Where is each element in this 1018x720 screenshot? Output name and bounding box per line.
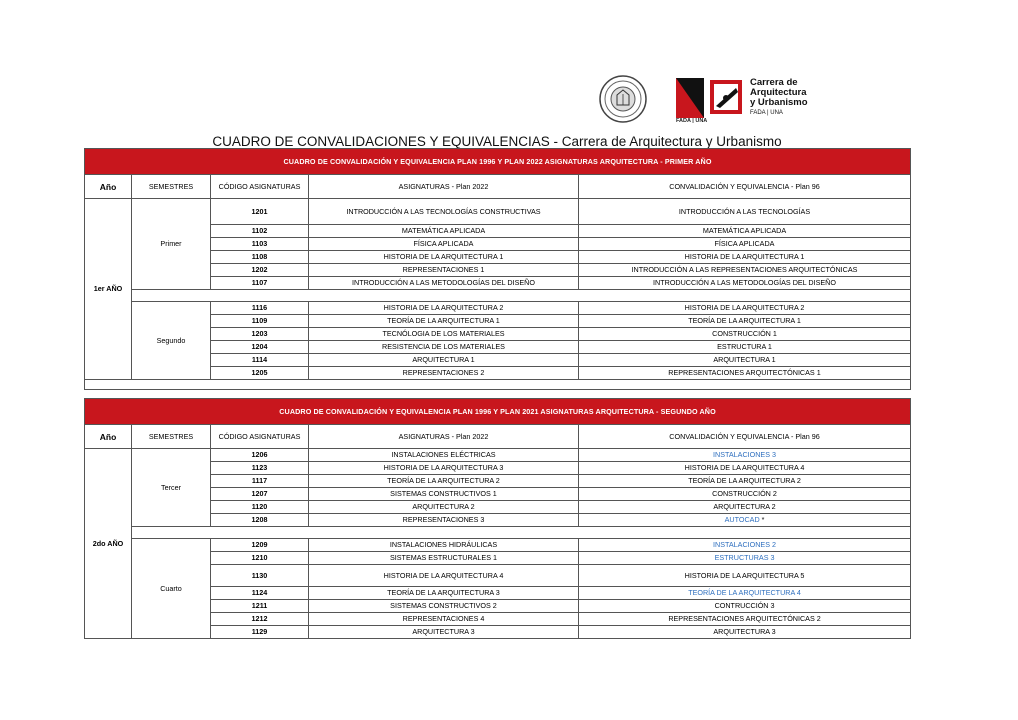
subject-plan-96 (579, 354, 911, 367)
subject-plan-2022: SISTEMAS CONSTRUCTIVOS 2 (309, 600, 579, 613)
logo-line-2: Arquitectura (750, 87, 807, 98)
column-header-ano: Año (85, 175, 132, 199)
subject-plan-96 (579, 328, 911, 341)
equivalence-text: REPRESENTACIONES ARQUITECTÓNICAS 2 (668, 614, 821, 623)
subject-plan-2022: TEORÍA DE LA ARQUITECTURA 3 (309, 587, 579, 600)
semester-label: Tercer (132, 449, 211, 527)
subject-plan-96 (579, 367, 911, 380)
subject-plan-96 (579, 264, 911, 277)
convalidation-table-second-year (84, 398, 911, 639)
subject-plan-2022: INSTALACIONES ELÉCTRICAS (309, 449, 579, 462)
year-label: 1er AÑO (85, 199, 132, 380)
career-logo-text (750, 78, 808, 118)
column-header-codigo: CÓDIGO ASIGNATURAS (211, 425, 309, 449)
table-row (85, 302, 911, 315)
subject-plan-2022: REPRESENTACIONES 2 (309, 367, 579, 380)
equivalence-text: ARQUITECTURA 3 (713, 627, 776, 636)
year-label: 2do AÑO (85, 449, 132, 639)
subject-plan-2022: INTRODUCCIÓN A LAS TECNOLOGÍAS CONSTRUCTIVAS (309, 199, 579, 225)
table-row (85, 199, 911, 225)
subject-code: 1210 (211, 552, 309, 565)
subject-plan-96 (579, 315, 911, 328)
subject-code: 1102 (211, 225, 309, 238)
header-logos (598, 74, 828, 124)
subject-plan-96 (579, 199, 911, 225)
equivalence-text: FÍSICA APLICADA (714, 239, 775, 248)
subject-plan-96 (579, 341, 911, 354)
column-header-ano: Año (85, 425, 132, 449)
table-row (85, 539, 911, 552)
subject-code: 1209 (211, 539, 309, 552)
column-header-row (85, 425, 911, 449)
equivalence-text: INSTALACIONES 3 (713, 450, 777, 459)
convalidation-table-first-year (84, 148, 911, 390)
equivalence-text: CONSTRUCCIÓN 1 (712, 329, 777, 338)
subject-code: 1206 (211, 449, 309, 462)
logo-line-1: Carrera de (750, 77, 798, 88)
subject-code: 1109 (211, 315, 309, 328)
subject-plan-96 (579, 251, 911, 264)
equivalence-text: INTRODUCCIÓN A LAS REPRESENTACIONES ARQUITECTÓNICAS (631, 265, 858, 274)
subject-plan-96 (579, 462, 911, 475)
subject-plan-2022: ARQUITECTURA 1 (309, 354, 579, 367)
subject-plan-96 (579, 613, 911, 626)
equivalence-text: HISTORIA DE LA ARQUITECTURA 1 (684, 252, 805, 261)
equivalence-text: TEORÍA DE LA ARQUITECTURA 4 (688, 588, 801, 597)
subject-plan-96 (579, 600, 911, 613)
subject-plan-2022: REPRESENTACIONES 3 (309, 514, 579, 527)
semester-label: Segundo (132, 302, 211, 380)
equivalence-text: HISTORIA DE LA ARQUITECTURA 4 (684, 463, 805, 472)
separator-cell (132, 527, 911, 539)
subject-code: 1108 (211, 251, 309, 264)
subject-plan-2022: ARQUITECTURA 3 (309, 626, 579, 639)
subject-plan-2022: HISTORIA DE LA ARQUITECTURA 3 (309, 462, 579, 475)
semester-separator-row (85, 290, 911, 302)
subject-code: 1124 (211, 587, 309, 600)
column-header-row (85, 175, 911, 199)
equivalence-text: ARQUITECTURA 2 (713, 502, 776, 511)
subject-plan-2022: REPRESENTACIONES 1 (309, 264, 579, 277)
equivalence-text: HISTORIA DE LA ARQUITECTURA 2 (684, 303, 805, 312)
equivalence-text: INSTALACIONES 2 (713, 540, 777, 549)
subject-plan-96 (579, 565, 911, 587)
subject-plan-2022: FÍSICA APLICADA (309, 238, 579, 251)
table-row (85, 449, 911, 462)
fada-logo-caption: FADA | UNA (676, 118, 708, 124)
subject-plan-2022: TEORÍA DE LA ARQUITECTURA 2 (309, 475, 579, 488)
subject-code: 1123 (211, 462, 309, 475)
subject-code: 1208 (211, 514, 309, 527)
subject-code: 1130 (211, 565, 309, 587)
subject-plan-96 (579, 552, 911, 565)
column-header-codigo: CÓDIGO ASIGNATURAS (211, 175, 309, 199)
subject-plan-2022: MATEMÁTICA APLICADA (309, 225, 579, 238)
subject-plan-96 (579, 277, 911, 290)
subject-plan-2022: REPRESENTACIONES 4 (309, 613, 579, 626)
column-header-plan-2022: ASIGNATURAS - Plan 2022 (309, 425, 579, 449)
subject-code: 1205 (211, 367, 309, 380)
column-header-plan-96: CONVALIDACIÓN Y EQUIVALENCIA - Plan 96 (579, 425, 911, 449)
equivalence-text: REPRESENTACIONES ARQUITECTÓNICAS 1 (668, 368, 821, 377)
subject-plan-2022: INSTALACIONES HIDRÁULICAS (309, 539, 579, 552)
subject-code: 1107 (211, 277, 309, 290)
subject-plan-2022: SISTEMAS CONSTRUCTIVOS 1 (309, 488, 579, 501)
equivalence-text: INTRODUCCIÓN A LAS METODOLOGÍAS DEL DISEÑO (653, 278, 836, 287)
semester-label: Primer (132, 199, 211, 290)
subject-plan-96 (579, 475, 911, 488)
subject-code: 1202 (211, 264, 309, 277)
spacer-cell (85, 380, 911, 390)
equivalence-text: INTRODUCCIÓN A LAS TECNOLOGÍAS (678, 206, 811, 216)
equivalence-text: ARQUITECTURA 1 (713, 355, 776, 364)
subject-plan-96 (579, 539, 911, 552)
subject-plan-96 (579, 626, 911, 639)
equivalence-text: TEORÍA DE LA ARQUITECTURA 2 (688, 476, 801, 485)
subject-plan-2022: SISTEMAS ESTRUCTURALES 1 (309, 552, 579, 565)
subject-plan-2022: RESISTENCIA DE LOS MATERIALES (309, 341, 579, 354)
subject-plan-2022: TECNÓLOGIA DE LOS MATERIALES (309, 328, 579, 341)
subject-code: 1204 (211, 341, 309, 354)
section-banner (85, 149, 911, 175)
subject-plan-96 (579, 225, 911, 238)
equivalence-text: TEORÍA DE LA ARQUITECTURA 1 (688, 316, 801, 325)
subject-plan-96 (579, 501, 911, 514)
subject-code: 1203 (211, 328, 309, 341)
subject-code: 1212 (211, 613, 309, 626)
subject-code: 1120 (211, 501, 309, 514)
subject-code: 1129 (211, 626, 309, 639)
subject-code: 1211 (211, 600, 309, 613)
subject-plan-2022: TEORÍA DE LA ARQUITECTURA 1 (309, 315, 579, 328)
subject-plan-96 (579, 449, 911, 462)
subject-plan-96 (579, 302, 911, 315)
section-spacer-row (85, 380, 911, 390)
subject-plan-2022: INTRODUCCIÓN A LAS METODOLOGÍAS DEL DISEÑO (309, 277, 579, 290)
column-header-plan-96: CONVALIDACIÓN Y EQUIVALENCIA - Plan 96 (579, 175, 911, 199)
subject-plan-2022: ARQUITECTURA 2 (309, 501, 579, 514)
subject-plan-2022: HISTORIA DE LA ARQUITECTURA 4 (309, 565, 579, 587)
subject-code: 1207 (211, 488, 309, 501)
subject-code: 1117 (211, 475, 309, 488)
section-banner (85, 399, 911, 425)
subject-plan-96 (579, 238, 911, 251)
document-title: CUADRO DE CONVALIDACIONES Y EQUIVALENCIAS - Carrera de Arquitectura y Urbanismo (212, 134, 782, 149)
equivalence-text: CONTRUCCIÓN 3 (714, 601, 775, 610)
subject-plan-96 (579, 587, 911, 600)
column-header-semestres: SEMESTRES (132, 425, 211, 449)
subject-code: 1103 (211, 238, 309, 251)
separator-cell (132, 290, 911, 302)
equivalence-text: ESTRUCTURA 1 (717, 342, 772, 351)
subject-plan-2022: HISTORIA DE LA ARQUITECTURA 2 (309, 302, 579, 315)
equivalence-text: ESTRUCTURAS 3 (714, 553, 775, 562)
subject-plan-96 (579, 514, 911, 527)
semester-label: Cuarto (132, 539, 211, 639)
semester-separator-row (85, 527, 911, 539)
logo-line-3: y Urbanismo (750, 97, 808, 108)
section-banner-text: CUADRO DE CONVALIDACIÓN Y EQUIVALENCIA PLAN 1996 Y PLAN 2022 ASIGNATURAS ARQUITECTURA - PRIMER AÑO (85, 149, 911, 175)
equivalence-text: CONSTRUCCIÓN 2 (712, 489, 777, 498)
equivalence-text: MATEMÁTICA APLICADA (702, 226, 787, 235)
subject-code: 1116 (211, 302, 309, 315)
footnote-marker: * (759, 515, 765, 524)
logo-line-4: FADA | UNA (750, 110, 783, 116)
fada-logo-icon (676, 78, 742, 118)
equivalence-text: AUTOCAD (724, 515, 760, 524)
column-header-semestres: SEMESTRES (132, 175, 211, 199)
subject-code: 1114 (211, 354, 309, 367)
subject-code: 1201 (211, 199, 309, 225)
section-banner-text: CUADRO DE CONVALIDACIÓN Y EQUIVALENCIA PLAN 1996 Y PLAN 2021 ASIGNATURAS ARQUITECTURA - SEGUNDO AÑO (85, 399, 911, 425)
subject-plan-96 (579, 488, 911, 501)
column-header-plan-2022: ASIGNATURAS - Plan 2022 (309, 175, 579, 199)
equivalence-text: HISTORIA DE LA ARQUITECTURA 5 (684, 570, 805, 580)
university-seal-icon (598, 74, 648, 124)
subject-plan-2022: HISTORIA DE LA ARQUITECTURA 1 (309, 251, 579, 264)
